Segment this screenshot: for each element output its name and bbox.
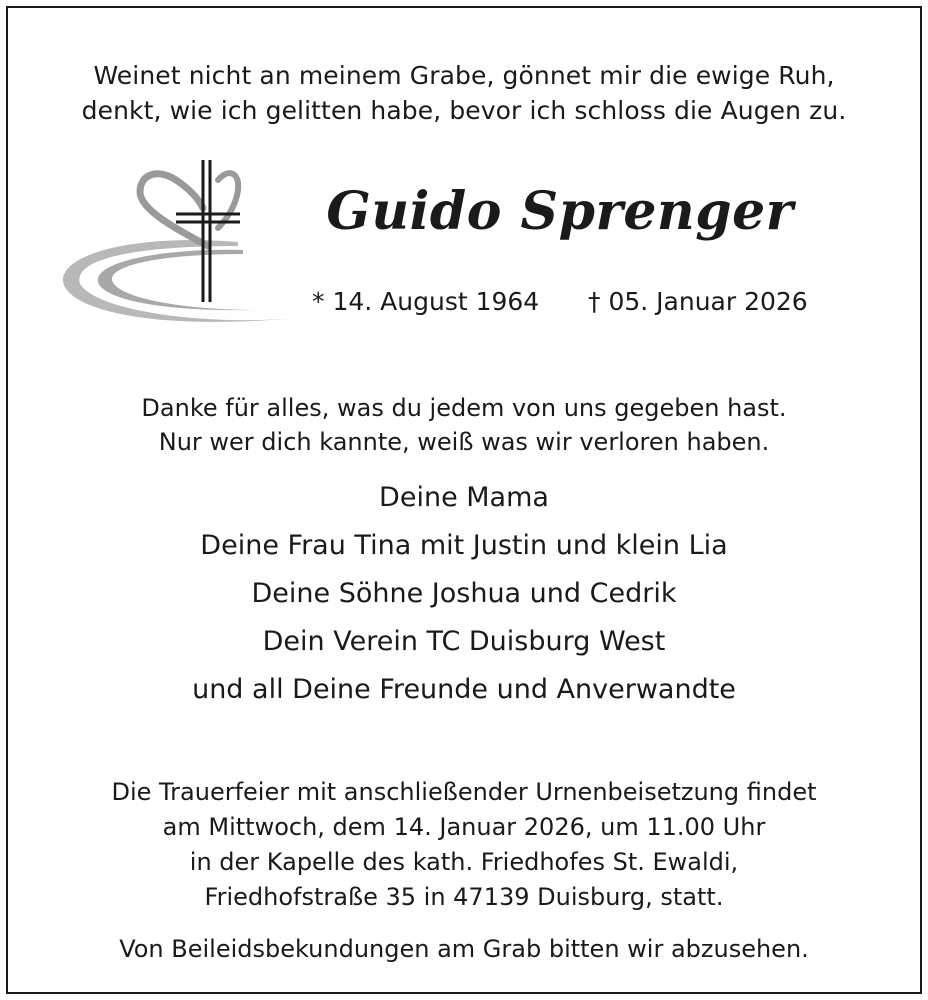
ceremony-line: Friedhofstraße 35 in 47139 Duisburg, statt. — [204, 883, 724, 911]
mourner-entry: Deine Frau Tina mit Justin und klein Lia — [200, 530, 728, 561]
birth-date: * 14. August 1964 — [312, 287, 540, 316]
thanks-line: Danke für alles, was du jedem von uns gegeben hast. — [141, 394, 787, 422]
mourner-entry: Dein Verein TC Duisburg West — [262, 626, 666, 657]
ceremony-line: in der Kapelle des kath. Friedhofes St. Ewaldi, — [189, 848, 739, 876]
ceremony-line: am Mittwoch, dem 14. Januar 2026, um 11.00 Uhr — [162, 813, 766, 841]
poem-line: Weinet nicht an meinem Grabe, gönnet mir die ewige Ruh, — [93, 61, 835, 90]
mourner-entry: Deine Söhne Joshua und Cedrik — [251, 578, 677, 609]
mourners-list — [0, 474, 928, 714]
deceased-name: Guido Sprenger — [326, 181, 794, 242]
death-date: † 05. Januar 2026 — [588, 287, 808, 316]
memorial-poem — [0, 58, 928, 128]
poem-line: denkt, wie ich gelitten habe, bevor ich schloss die Augen zu. — [81, 96, 847, 125]
thanks-text — [0, 391, 928, 459]
closing-note: Von Beileidsbekundungen am Grab bitten wir abzusehen. — [119, 935, 809, 963]
heart-cross-icon — [58, 150, 308, 340]
heart-outline-right — [218, 173, 238, 228]
heart-outline — [140, 174, 208, 246]
mourner-entry: Deine Mama — [379, 482, 549, 513]
ceremony-line: Die Trauerfeier mit anschließender Urnenbeisetzung findet — [111, 778, 817, 806]
swoosh-inner — [98, 250, 258, 310]
thanks-line: Nur wer dich kannte, weiß was wir verloren haben. — [158, 428, 770, 456]
mourner-entry: und all Deine Freunde und Anverwandte — [192, 674, 736, 705]
ceremony-info — [0, 775, 928, 915]
